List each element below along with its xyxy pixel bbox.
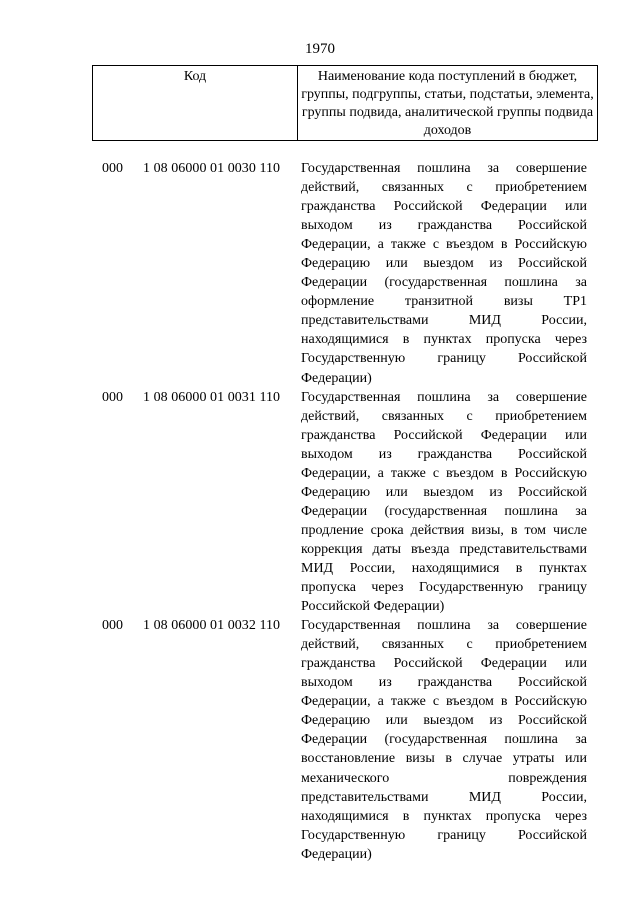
description-line: представительствами МИД России, bbox=[301, 313, 587, 329]
description-line: находящимися в пунктах пропуска через bbox=[301, 808, 587, 824]
description-line: механического повреждения bbox=[301, 770, 587, 786]
description-line: выходом из гражданства Российской bbox=[301, 218, 587, 234]
description-line: Федерации (государственная пошлина за bbox=[301, 275, 587, 291]
list-item bbox=[0, 616, 640, 864]
revenue-code: 1 08 06000 01 0031 110 bbox=[143, 389, 281, 405]
description-line: Федерацию или выездом из Российской bbox=[301, 713, 587, 729]
description-line: восстановление визы в случае утраты или bbox=[301, 751, 587, 767]
description-line: Федерации, а также с въездом в Российскую bbox=[301, 694, 587, 710]
description-line: находящимися в пунктах пропуска через bbox=[301, 332, 587, 348]
revenue-description bbox=[301, 159, 587, 388]
description-line: пропуска через Государственную границу bbox=[301, 580, 587, 596]
revenue-code: 1 08 06000 01 0030 110 bbox=[143, 161, 281, 176]
description-line: выходом из гражданства Российской bbox=[301, 446, 587, 462]
description-line: представительствами МИД России, bbox=[301, 789, 587, 805]
revenue-description bbox=[301, 388, 587, 617]
admin-code: 000 bbox=[102, 161, 123, 176]
description-line: коррекция даты въезда представительствами bbox=[301, 541, 587, 557]
description-line: Федерации (государственная пошлина за bbox=[301, 732, 587, 748]
description-line: Федерации) bbox=[301, 370, 372, 386]
description-line: Федерации, а также с въездом в Российскую bbox=[301, 237, 587, 253]
revenue-code: 1 08 06000 01 0032 110 bbox=[143, 618, 281, 634]
header-table bbox=[92, 65, 598, 141]
description-line: Государственную границу Российской bbox=[301, 827, 587, 843]
description-line: действий, связанных с приобретением bbox=[301, 180, 587, 196]
entries-list bbox=[0, 159, 640, 864]
description-line: Государственная пошлина за совершение bbox=[301, 618, 587, 634]
admin-code: 000 bbox=[102, 618, 123, 634]
description-line: Федерации (государственная пошлина за bbox=[301, 503, 587, 519]
revenue-description bbox=[301, 616, 587, 864]
list-item bbox=[0, 388, 640, 617]
description-line: Федерации, а также с въездом в Российскую bbox=[301, 465, 587, 481]
code-column-header: Код bbox=[93, 66, 298, 141]
page-number: 1970 bbox=[305, 41, 335, 57]
description-line: Федерацию или выездом из Российской bbox=[301, 256, 587, 272]
description-line: оформление транзитной визы ТР1 bbox=[301, 294, 587, 310]
description-line: Федерации) bbox=[301, 846, 372, 862]
description-line: действий, связанных с приобретением bbox=[301, 637, 587, 653]
description-line: Государственную границу Российской bbox=[301, 351, 587, 367]
description-line: Государственная пошлина за совершение bbox=[301, 389, 587, 405]
name-column-header: Наименование кода поступлений в бюджет, группы, подгруппы, статьи, подстатьи, элемента, группы подвида, аналитической группы подвида доходов bbox=[298, 66, 598, 141]
description-line: выходом из гражданства Российской bbox=[301, 675, 587, 691]
description-line: гражданства Российской Федерации или bbox=[301, 427, 587, 443]
description-line: Федерацию или выездом из Российской bbox=[301, 484, 587, 500]
description-line: гражданства Российской Федерации или bbox=[301, 656, 587, 672]
admin-code: 000 bbox=[102, 389, 123, 405]
description-line: гражданства Российской Федерации или bbox=[301, 199, 587, 215]
list-item bbox=[0, 159, 640, 388]
description-line: действий, связанных с приобретением bbox=[301, 408, 587, 424]
description-line: Российской Федерации) bbox=[301, 599, 445, 615]
description-line: МИД России, находящимися в пунктах bbox=[301, 560, 587, 576]
description-line: продление срока действия визы, в том числе bbox=[301, 522, 587, 538]
description-line: Государственная пошлина за совершение bbox=[301, 161, 587, 176]
